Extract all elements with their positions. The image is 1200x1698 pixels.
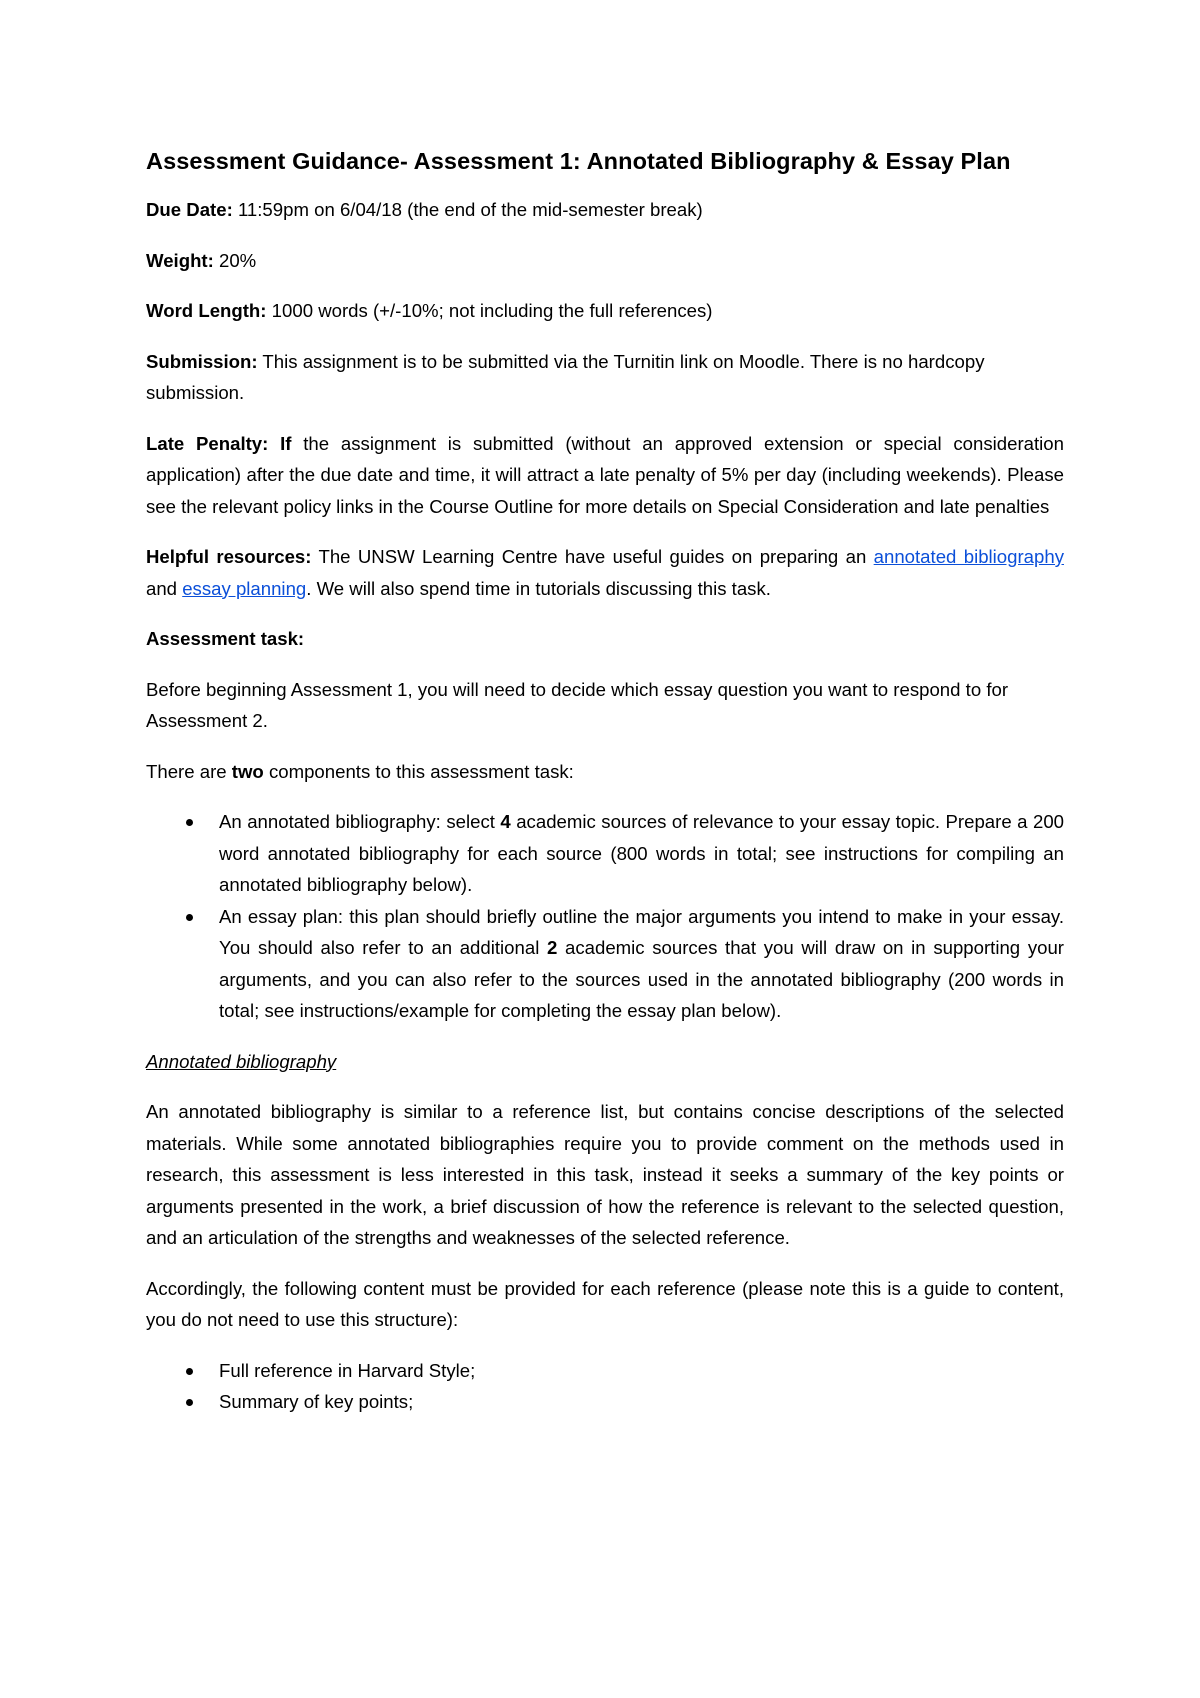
bullet-icon	[186, 914, 193, 921]
components-count: two	[231, 760, 264, 782]
components-list	[146, 806, 1064, 1027]
bullet-text-after: academic sources of relevance to your essay topic. Prepare a 200 word annotated bibliography for each source (800 words in total; see instructions for compiling an annotated bibliography below).	[219, 811, 1065, 895]
document-page	[146, 146, 1064, 1437]
components-line	[146, 756, 1064, 788]
due-date-line	[146, 194, 1064, 226]
word-length-label: Word Length:	[146, 300, 267, 321]
word-length-value: 1000 words (+/-10%; not including the full references)	[266, 300, 713, 321]
annotated-bibliography-paragraph: An annotated bibliography is similar to a reference list, but contains concise descriptions of the selected materials. While some annotated bibliographies require you to provide comment on the methods used in research, this assessment is less interested in this task, instead it seeks a summary of the key points or arguments presented in the work, a brief discussion of how the reference is relevant to the selected question, and an articulation of the strengths and weaknesses of the selected reference.	[146, 1101, 1064, 1248]
assessment-task-heading-text: Assessment task:	[146, 628, 305, 649]
due-date-label: Due Date:	[146, 199, 233, 220]
content-intro-paragraph: Accordingly, the following content must be provided for each reference (please note this is a guide to content, you do not need to use this structure):	[146, 1277, 1064, 1330]
essay-planning-link[interactable]: essay planning	[182, 577, 307, 599]
late-penalty-label: Late Penalty: If	[146, 432, 292, 454]
submission-text: This assignment is to be submitted via the Turnitin link on Moodle. There is no hardcopy submission.	[146, 350, 985, 403]
helpful-resources-text-middle: and	[146, 577, 183, 599]
bullet-icon	[186, 819, 193, 826]
helpful-resources-paragraph	[146, 541, 1064, 604]
bullet-icon	[186, 1399, 193, 1406]
list-item	[146, 1386, 1064, 1418]
list-item	[146, 806, 1064, 901]
bullet-bold: 4	[500, 811, 511, 832]
components-text-before: There are	[146, 760, 232, 782]
list-item-text: Full reference in Harvard Style;	[219, 1359, 476, 1381]
assessment-task-intro: Before beginning Assessment 1, you will need to decide which essay question you want to respond to for Assessment 2.	[146, 678, 1009, 731]
helpful-resources-text-before: The UNSW Learning Centre have useful guides on preparing an	[311, 546, 874, 567]
annotated-bibliography-heading-text: Annotated bibliography	[146, 1050, 337, 1072]
weight-line	[146, 245, 1064, 277]
word-length-line	[146, 295, 1064, 327]
document-title: Assessment Guidance- Assessment 1: Annotated Bibliography & Essay Plan	[146, 148, 1011, 174]
helpful-resources-label: Helpful resources:	[146, 546, 312, 567]
late-penalty-paragraph	[146, 428, 1064, 523]
assessment-task-heading	[146, 623, 1064, 655]
list-item	[146, 1355, 1064, 1387]
bullet-icon	[186, 1368, 193, 1375]
list-item	[146, 901, 1064, 1027]
bullet-text-before: An essay plan: this plan should briefly outline the major arguments you intend to make in your essay. You should also refer to an additional	[219, 905, 1064, 958]
weight-value: 20%	[213, 249, 257, 271]
annotated-bibliography-link[interactable]: annotated bibliography	[873, 546, 1064, 567]
submission-paragraph	[146, 346, 1064, 409]
bullet-text-before: An annotated bibliography: select	[219, 811, 501, 832]
bullet-bold: 2	[547, 937, 558, 958]
annotated-bibliography-heading	[146, 1046, 1064, 1078]
weight-label: Weight:	[146, 249, 214, 271]
components-text-after: components to this assessment task:	[263, 760, 574, 782]
helpful-resources-text-after: . We will also spend time in tutorials discussing this task.	[306, 577, 771, 599]
bullet-text-after: academic sources that you will draw on in supporting your arguments, and you can also refer to the sources used in the annotated bibliography (200 words in total; see instructions/example for completing the essay plan below).	[219, 937, 1064, 1021]
list-item-text: Summary of key points;	[219, 1391, 414, 1412]
due-date-value: 11:59pm on 6/04/18 (the end of the mid-semester break)	[232, 199, 703, 220]
late-penalty-text: the assignment is submitted (without an approved extension or special consideration application) after the due date and time, it will attract a late penalty of 5% per day (including weekends). Please see the relevant policy links in the Course Outline for more details on Special Consideration and late penalties	[146, 432, 1064, 517]
submission-label: Submission:	[146, 350, 258, 372]
content-list	[146, 1355, 1064, 1418]
